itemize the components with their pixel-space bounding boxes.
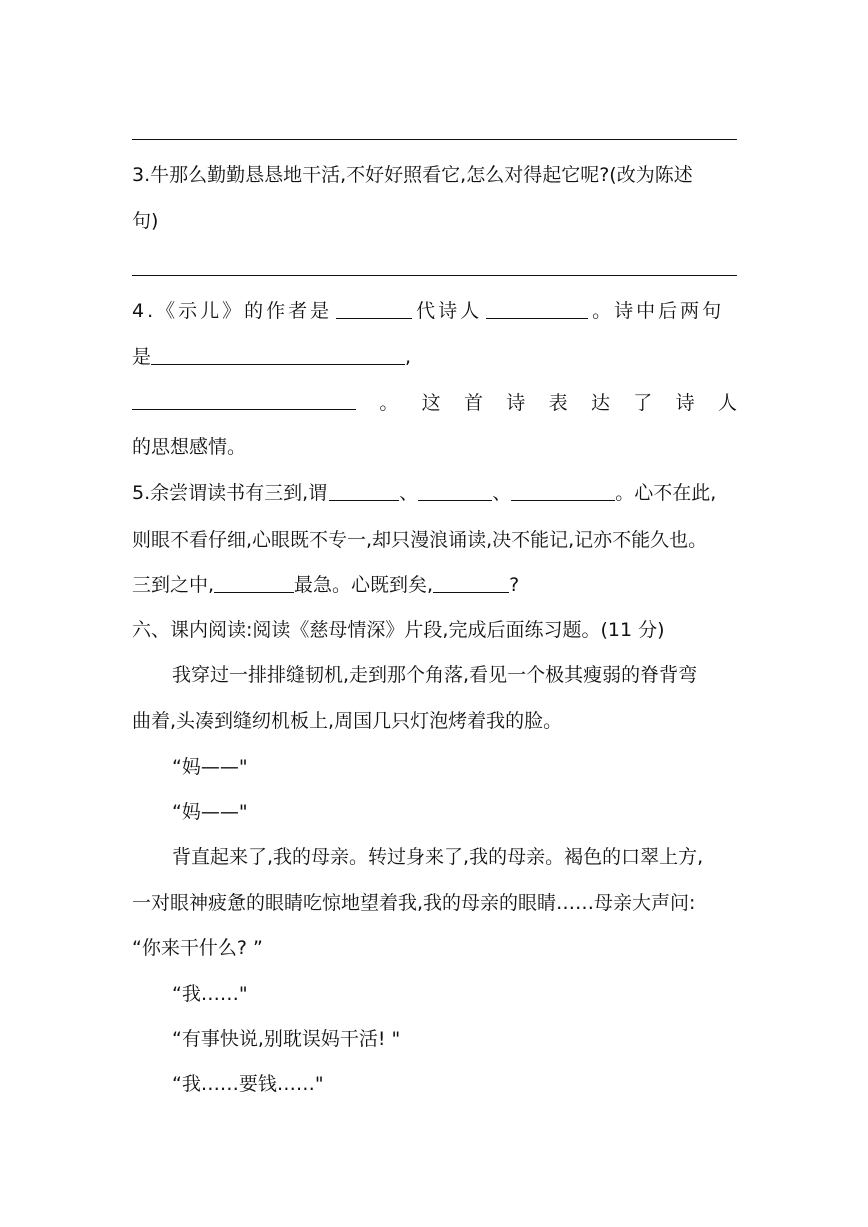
passage-paragraph-2: “妈——" <box>172 756 248 778</box>
question-4-line2-suffix: , <box>405 346 412 368</box>
separator: 、 <box>399 482 419 504</box>
question-3-text: 3.牛那么勤勤恳恳地干活,不好好照看它,怎么对得起它呢?(改为陈述 <box>132 164 693 186</box>
question-5-line-1 <box>132 479 737 507</box>
blank-reading-3[interactable] <box>511 480 615 501</box>
blank-reading-2[interactable] <box>418 480 492 501</box>
question-4-mid: 代诗人 <box>416 300 483 322</box>
question-5-line3-c: ? <box>509 574 520 596</box>
question-4-line2-prefix: 是 <box>132 346 152 368</box>
blank-poem-line-1[interactable] <box>151 344 405 365</box>
blank-dynasty[interactable] <box>336 298 412 319</box>
passage-paragraph-6: “有事快说,别耽误妈干活! " <box>172 1028 401 1050</box>
question-3-text-cont: 句) <box>132 210 159 232</box>
answer-line-q2[interactable] <box>132 139 737 140</box>
passage-paragraph-1: 我穿过一排排缝韧机,走到那个角落,看见一个极其瘦弱的脊背弯 <box>172 664 698 686</box>
question-4-line3-char: 人 <box>717 392 737 414</box>
question-4-line-2 <box>132 343 737 371</box>
separator: 、 <box>492 482 512 504</box>
answer-line-q3[interactable] <box>132 275 737 276</box>
passage-paragraph-3: “妈——" <box>172 801 248 823</box>
passage-paragraph-7: “我……要钱……" <box>172 1073 324 1095</box>
blank-eyes-mouth[interactable] <box>433 572 509 593</box>
question-4-prefix: 4.《示儿》的作者是 <box>132 300 333 322</box>
passage-paragraph-4-cont: “你来干什么? ” <box>132 937 263 959</box>
passage-paragraph-4-cont: 一对眼神疲惫的眼睛吃惊地望着我,我的母亲的眼睛……母亲大声问: <box>132 892 696 914</box>
passage-paragraph-4: 背直起来了,我的母亲。转过身来了,我的母亲。褐色的口翠上方, <box>172 846 704 868</box>
blank-most-urgent[interactable] <box>214 572 294 593</box>
question-4-line3-char: 。 <box>379 392 399 414</box>
question-4-line-1 <box>132 297 737 325</box>
question-5-line3-b: 最急。心既到矣, <box>294 574 434 596</box>
passage-paragraph-5: “我……" <box>172 983 248 1005</box>
blank-poem-line-2[interactable] <box>132 389 356 410</box>
question-5-prefix: 5.余尝谓读书有三到,谓 <box>132 482 328 504</box>
section-6-heading: 六、课内阅读:阅读《慈母情深》片段,完成后面练习题。(11 分) <box>132 619 665 641</box>
question-4-line-4: 的思想感情。 <box>132 436 247 458</box>
question-4-line-3 <box>132 389 737 417</box>
question-5-line1-end: 。心不在此, <box>615 482 717 504</box>
question-4-line3-char: 达 <box>590 392 610 414</box>
blank-reading-1[interactable] <box>329 480 399 501</box>
passage-paragraph-1-cont: 曲着,头凑到缝纫机板上,周国几只灯泡烤着我的脸。 <box>132 710 563 732</box>
question-5-line-2: 则眼不看仔细,心眼既不专一,却只漫浪诵读,决不能记,记亦不能久也。 <box>132 529 708 551</box>
question-4-line3-char: 诗 <box>675 392 695 414</box>
question-4-line3-char: 这 <box>421 392 441 414</box>
question-4-line3-char: 了 <box>633 392 653 414</box>
question-4-tail: 。诗中后两句 <box>592 300 725 322</box>
question-4-line3-char: 表 <box>548 392 568 414</box>
blank-poet[interactable] <box>486 298 588 319</box>
question-5-line-3 <box>132 571 737 599</box>
question-5-line3-a: 三到之中, <box>132 574 215 596</box>
question-4-line3-char: 诗 <box>506 392 526 414</box>
question-4-line3-char: 首 <box>463 392 483 414</box>
